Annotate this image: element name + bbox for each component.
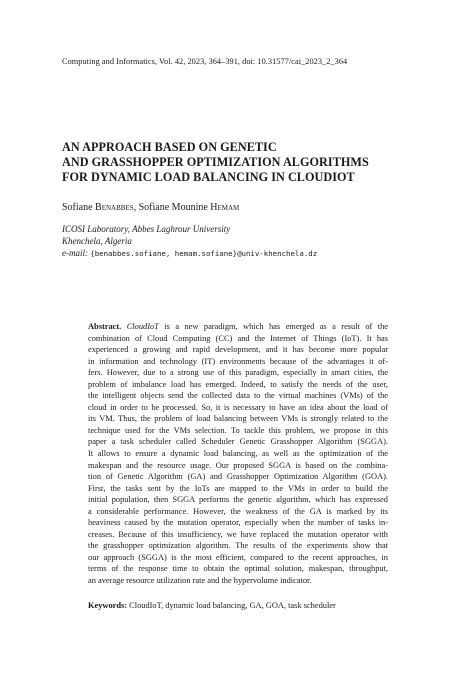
abstract-line: an average resource utilization rate and the hypervolume indicator. <box>88 576 312 586</box>
email-label: e-mail: <box>62 248 91 259</box>
author-2-given: Sofiane Mounine <box>138 202 211 213</box>
abstract-line: creases. Because of this insufficiency, we have replaced the mutation operator with <box>88 529 388 539</box>
journal-citation: Computing and Informatics, Vol. 42, 2023, 364–391, doi: 10.31577/cai_2023_2_364 <box>62 57 348 66</box>
affiliation-lab: ICOSI Laboratory, Abbes Laghrour University <box>62 224 231 234</box>
affiliation-city: Khenchela, Algeria <box>62 236 132 247</box>
abstract-line: the intelligent objects send the collected data to the virtual machines (VMs) of the <box>88 391 388 401</box>
keywords-label: Keywords: <box>88 601 128 610</box>
title-line: FOR DYNAMIC LOAD BALANCING IN CLOUDIOT <box>62 170 355 185</box>
abstract-line: our approach (SGGA) is the most efficient, compared to the recent approaches, in <box>88 552 388 562</box>
title-line: AND GRASSHOPPER OPTIMIZATION ALGORITHMS <box>62 155 369 170</box>
abstract-line: in information and technology (IT) environments because of the advantages it of- <box>88 356 388 366</box>
abstract-line: a considerable performance. However, the weakness of the GA is marked by its <box>88 506 388 516</box>
abstract-label: Abstract. <box>88 322 122 331</box>
paper-title <box>62 140 442 186</box>
abstract <box>88 321 388 587</box>
author-list <box>62 202 239 213</box>
abstract-line: the grasshopper optimization algorithm. The results of the experiments show that <box>88 541 388 551</box>
abstract-line: paper a task scheduler called Scheduler Genetic Grasshopper Algorithm (SGGA). <box>88 437 388 447</box>
abstract-line <box>88 321 388 333</box>
abstract-line: experienced a growing and rapid development, and it has become more popular <box>88 345 388 355</box>
abstract-line: makespan and the resource usage. Our proposed SGGA is based on the combina- <box>88 460 388 470</box>
abstract-first-term: CloudIoT <box>126 322 159 331</box>
affiliation <box>62 223 317 261</box>
affiliation-email-line <box>62 247 317 260</box>
abstract-line: heaviness caused by the mutation operator, especially when the number of tasks in- <box>88 518 388 528</box>
keywords <box>88 601 336 610</box>
author-2-family: Hemam <box>210 202 240 213</box>
abstract-line: problem of imbalance load has emerged. Indeed, to satisfy the needs of the user, <box>88 379 388 389</box>
abstract-first-rest: is a new paradigm, which has emerged as a result of the <box>158 322 389 331</box>
keywords-text: CloudIoT, dynamic load balancing, GA, GOA, task scheduler <box>127 601 336 610</box>
abstract-line: technique used for the VMs selection. To tackle this problem, we propose in this <box>88 425 388 435</box>
abstract-line: combination of Cloud Computing (CC) and the Internet of Things (IoT). It has <box>88 333 388 343</box>
author-separator: , <box>133 202 139 213</box>
abstract-line: terms of the response time to obtain the optimal solution, makespan, throughput, <box>88 564 388 574</box>
abstract-line: It allows to ensure a dynamic load balancing, as well as the optimization of the <box>88 449 388 459</box>
author-1-family: Benabbes <box>95 202 134 213</box>
abstract-line: fers. However, due to a strong use of this paradigm, especially in smart cities, the <box>88 368 388 378</box>
abstract-line: tion of Genetic Algorithm (GA) and Grasshopper Optimization Algorithm (GOA). <box>88 472 388 482</box>
abstract-line: cloud in order to be processed. So, it is necessary to have an idea about the load of <box>88 402 388 412</box>
email-address[interactable]: {benabbes.sofiane, hemam.sofiane}@univ-khenchela.dz <box>90 249 318 259</box>
author-1-given: Sofiane <box>62 202 96 213</box>
abstract-line: First, the tasks sent by the IoTs are mapped to the VMs in order to build the <box>88 483 388 493</box>
abstract-line: its VM. Thus, the problem of load balancing between VMs is strongly related to the <box>88 414 388 424</box>
abstract-line: initial population, then SGGA performs the genetic algorithm, which has expressed <box>88 495 388 505</box>
title-line: AN APPROACH BASED ON GENETIC <box>62 140 277 154</box>
